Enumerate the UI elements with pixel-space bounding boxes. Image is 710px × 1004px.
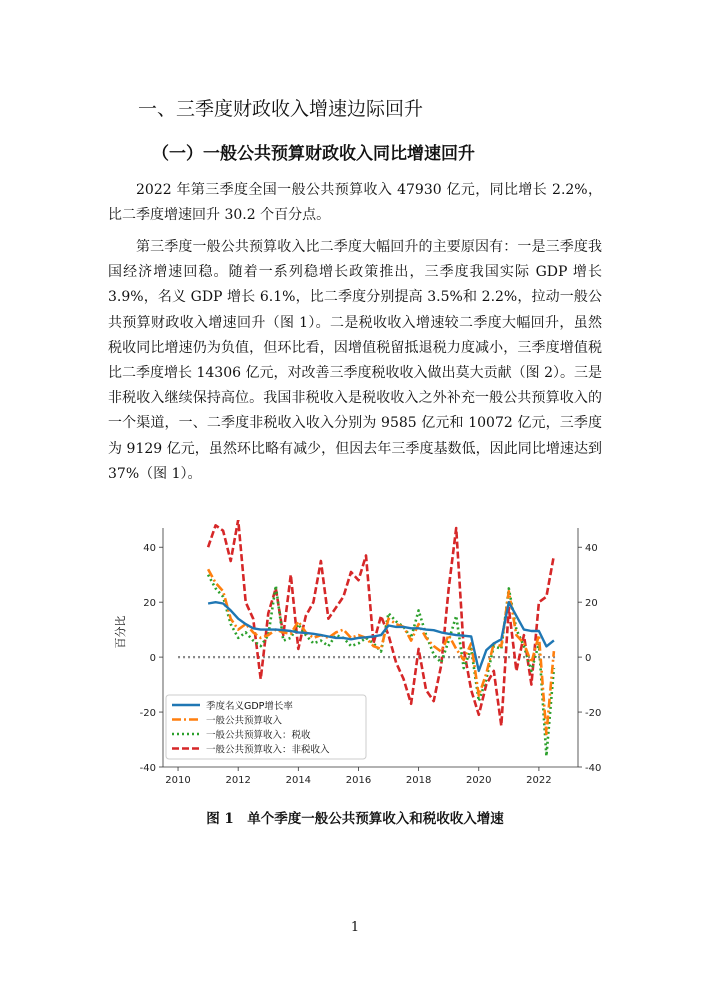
figure-1-line-chart (100, 520, 610, 785)
x-tick-label: 2020 (466, 775, 492, 785)
right-y-tick-label: 40 (585, 543, 598, 555)
x-tick-label: 2018 (405, 775, 432, 785)
x-tick-label: 2010 (165, 775, 191, 785)
legend-label: 一般公共预算收入：税收 (206, 730, 311, 741)
x-tick-label: 2012 (225, 775, 251, 785)
y-tick-label: -40 (139, 763, 156, 774)
x-tick-label: 2014 (285, 775, 312, 785)
right-y-tick-label: 20 (585, 598, 598, 610)
y-axis-label: 百分比 (114, 615, 127, 649)
legend-label: 季度名义GDP增长率 (206, 701, 293, 712)
legend-label: 一般公共预算收入 (206, 715, 283, 727)
chart-legend (166, 695, 366, 759)
paragraph-1: 2022 年第三季度全国一般公共预算收入 47930 亿元，同比增长 2.2%，比二季度增速回升 30.2 个百分点。 (108, 182, 602, 224)
y-tick-label: 20 (143, 598, 156, 610)
x-tick-label: 2022 (526, 775, 552, 785)
section-heading: 一、三季度财政收入增速边际回升 (138, 98, 424, 120)
y-tick-label: 40 (143, 543, 156, 555)
series-line-1 (208, 602, 554, 671)
paragraph-2: 第三季度一般公共预算收入比二季度大幅回升的主要原因有：一是三季度我国经济增速回稳。随着一系列稳增长政策推出，三季度我国实际 GDP 增长 3.9%，名义 GDP 增长 6.1%，比二季度分别提高 3.5%和 2.2%，拉动一般公共预算财政收入增速回升（图 1）。二是税收收入增速较二季度大幅回升，虽然税收同比增速仍为负值，但环比看，因增值税留抵退税力度减小，三季度增值税比二季度增长 14306 亿元，对改善三季度税收收入做出莫大贡献（图 2）。三是非税收入继续保持高位。我国非税收入是税收收入之外补充一般公共预算收入的一个渠道，一、二季度非税收入收入分别为 9585 亿元和 10072 亿元，三季度为 9129 亿元，虽然环比略有减少，但因去年三季度基数低，因此同比增速达到 37%（图 1）。 (108, 239, 602, 482)
page-number: 1 (350, 920, 360, 935)
figure-caption: 图 1 单个季度一般公共预算收入和税收收入增速 (206, 811, 504, 827)
right-y-tick-label: -40 (585, 763, 602, 774)
y-tick-label: -20 (139, 708, 156, 720)
x-tick-label: 2016 (345, 775, 372, 785)
right-y-tick-label: 0 (585, 653, 592, 665)
subsection-heading: （一）一般公共预算财政收入同比增速回升 (152, 144, 475, 164)
right-y-tick-label: -20 (585, 708, 602, 720)
y-tick-label: 0 (149, 653, 156, 665)
legend-label: 一般公共预算收入：非税收入 (206, 744, 330, 756)
